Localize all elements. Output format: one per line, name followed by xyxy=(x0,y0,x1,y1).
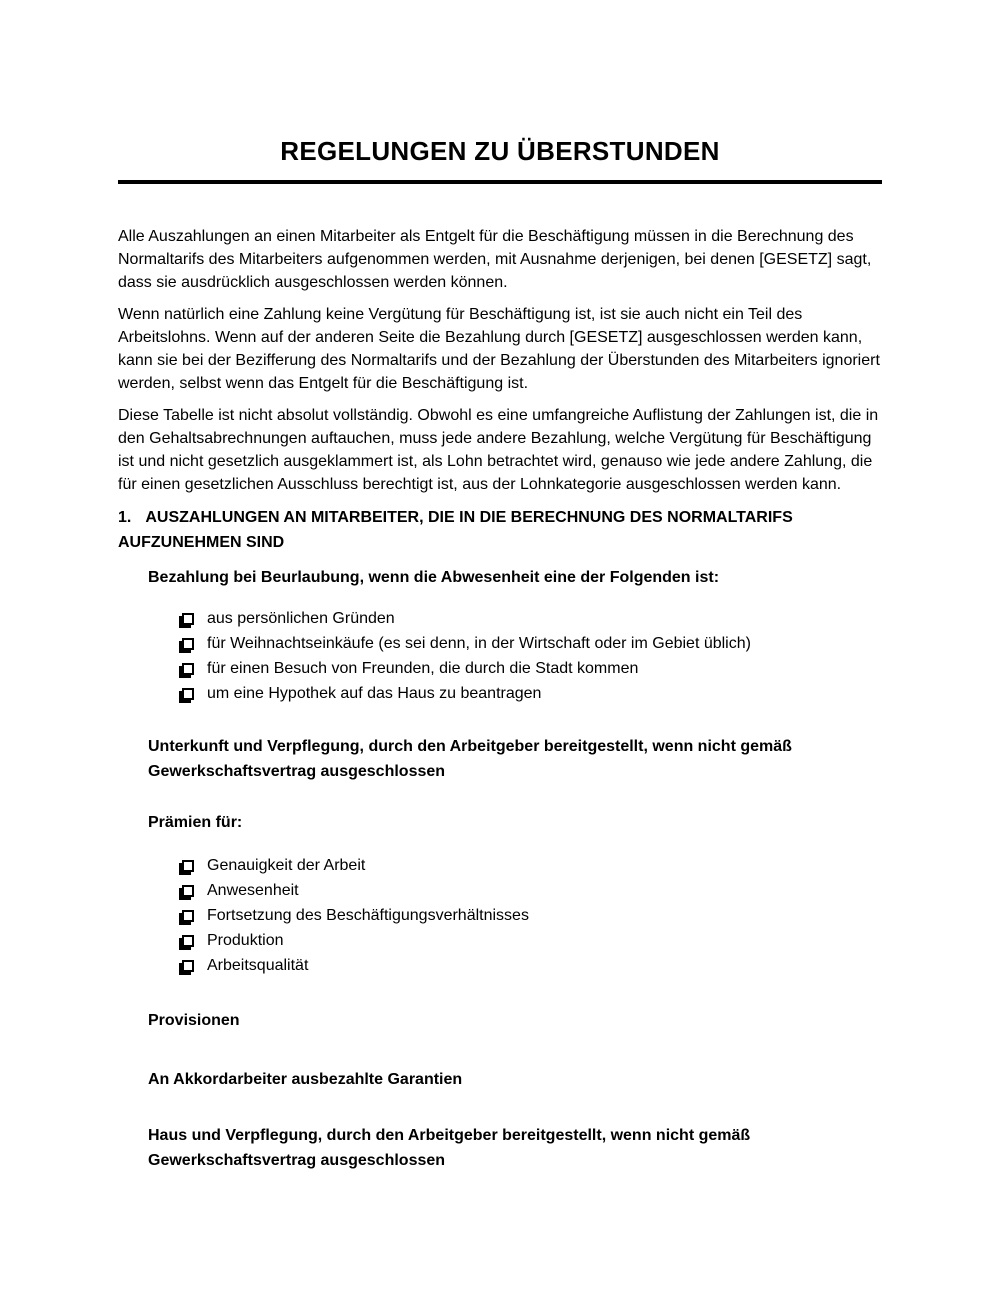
checklist-item-label: Arbeitsqualität xyxy=(207,957,309,974)
section-1-heading xyxy=(118,505,882,555)
checkbox-icon xyxy=(182,860,194,872)
checklist-item-label: Genauigkeit der Arbeit xyxy=(207,857,366,874)
checklist-item xyxy=(178,606,882,631)
intro-section xyxy=(118,225,882,496)
subheading-bonuses: Prämien für: xyxy=(148,814,243,831)
checkbox-icon xyxy=(182,935,194,947)
subheading-guarantees: An Akkordarbeiter ausbezahlte Garantien xyxy=(148,1071,463,1088)
checkbox-icon xyxy=(182,910,194,922)
checklist-item xyxy=(178,631,882,656)
intro-paragraph-2: Wenn natürlich eine Zahlung keine Vergütung für Beschäftigung ist, ist sie auch nicht ein Teil des Arbeitslohns. Wenn auf der anderen Seite die Bezahlung durch [GESETZ] ausgeschlossen werden kann, kann sie bei der Bezifferung des Normaltarifs und der Bezahlung der Überstunden des Mitarbeiters ignoriert werden, selbst wenn das Entgelt für die Beschäftigung ist. xyxy=(118,306,880,392)
checklist-item xyxy=(178,878,882,903)
subheading-lodging: Unterkunft und Verpflegung, durch den Arbeitgeber bereitgestellt, wenn nicht gemäß Gewerkschaftsvertrag ausgeschlossen xyxy=(148,738,792,780)
checklist-item xyxy=(178,656,882,681)
checklist-item xyxy=(178,953,882,978)
intro-paragraph-1: Alle Auszahlungen an einen Mitarbeiter als Entgelt für die Beschäftigung müssen in die Berechnung des Normaltarifs des Mitarbeiters aufgenommen werden, mit Ausnahme derjenigen, bei denen [GESETZ] sagt, dass sie ausdrücklich ausgeschlossen werden können. xyxy=(118,228,872,291)
title-rule xyxy=(118,180,882,184)
checklist-item-label: aus persönlichen Gründen xyxy=(207,610,395,627)
checkbox-icon xyxy=(182,613,194,625)
section-1-number: 1. xyxy=(118,509,132,526)
checkbox-icon xyxy=(182,688,194,700)
leave-checklist xyxy=(118,606,882,706)
section-1-heading-text: AUSZAHLUNGEN AN MITARBEITER, DIE IN DIE BERECHNUNG DES NORMALTARIFS AUFZUNEHMEN SIND xyxy=(118,509,793,551)
checkbox-icon xyxy=(182,885,194,897)
intro-paragraph-3: Diese Tabelle ist nicht absolut vollständig. Obwohl es eine umfangreiche Auflistung der Zahlungen ist, die in den Gehaltsabrechnungen auftauchen, muss jede andere Bezahlung, welche Vergütung für Beschäftigung ist und nicht gesetzlich ausgeklammert ist, als Lohn betrachtet wird, genauso wie jede andere Zahlung, die für einen gesetzlichen Ausschluss berechtigt ist, aus der Lohnkategorie ausgeschlossen werden kann. xyxy=(118,407,879,493)
checklist-item xyxy=(178,903,882,928)
checklist-item-label: Anwesenheit xyxy=(207,882,299,899)
subheading-housing: Haus und Verpflegung, durch den Arbeitgeber bereitgestellt, wenn nicht gemäß Gewerkschaftsvertrag ausgeschlossen xyxy=(148,1127,751,1169)
page-title: REGELUNGEN ZU ÜBERSTUNDEN xyxy=(280,136,720,166)
checkbox-icon xyxy=(182,638,194,650)
checklist-item-label: Produktion xyxy=(207,932,284,949)
checklist-item-label: Fortsetzung des Beschäftigungsverhältnisses xyxy=(207,907,529,924)
checklist-item xyxy=(178,928,882,953)
checkbox-icon xyxy=(182,663,194,675)
checklist-item-label: um eine Hypothek auf das Haus zu beantragen xyxy=(207,685,542,702)
bonus-checklist xyxy=(118,853,882,978)
checklist-item xyxy=(178,681,882,706)
checklist-item-label: für Weihnachtseinkäufe (es sei denn, in der Wirtschaft oder im Gebiet üblich) xyxy=(207,635,751,652)
checklist-item xyxy=(178,853,882,878)
checkbox-icon xyxy=(182,960,194,972)
checklist-item-label: für einen Besuch von Freunden, die durch die Stadt kommen xyxy=(207,660,639,677)
subheading-commissions: Provisionen xyxy=(148,1012,240,1029)
subheading-leave-pay: Bezahlung bei Beurlaubung, wenn die Abwesenheit eine der Folgenden ist: xyxy=(148,569,720,586)
